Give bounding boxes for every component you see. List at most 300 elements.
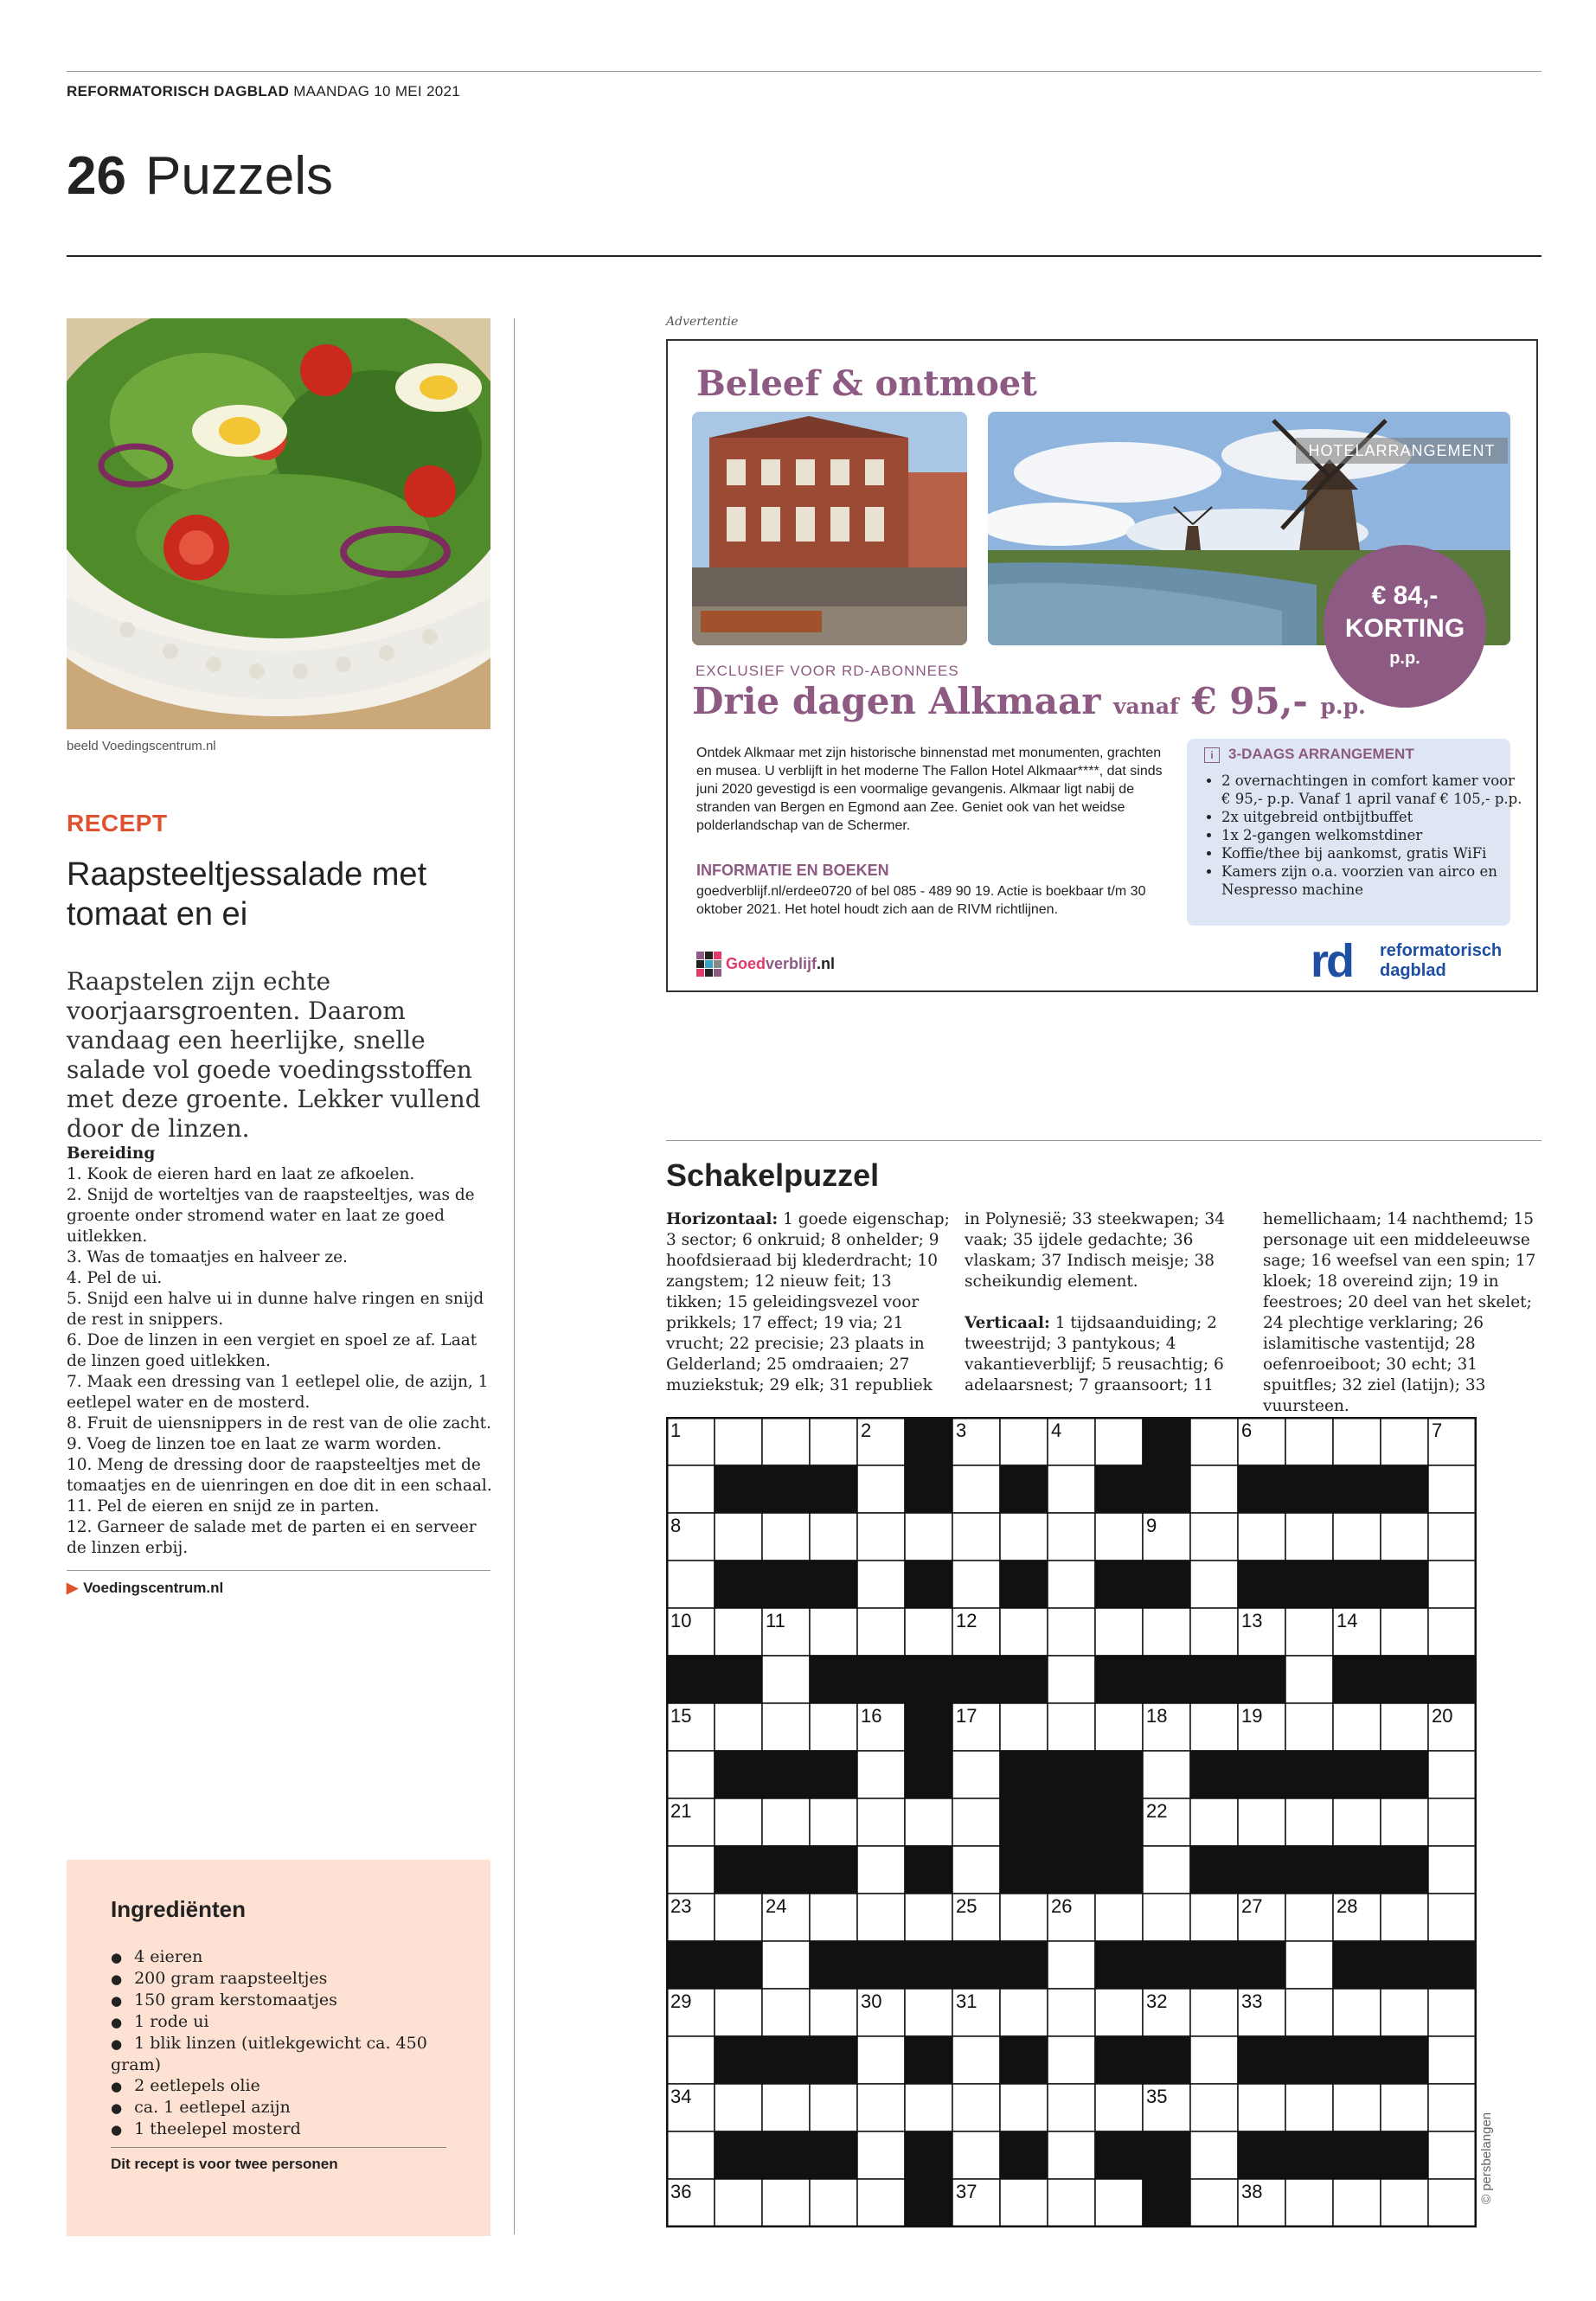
salad-photo (67, 318, 490, 729)
grid-cell[interactable] (715, 2084, 762, 2131)
grid-cell[interactable] (905, 1513, 952, 1561)
grid-cell[interactable] (667, 1561, 715, 1608)
grid-block (905, 1465, 952, 1513)
rd-logo[interactable] (1311, 934, 1503, 988)
grid-block (857, 1656, 905, 1703)
grid-cell[interactable] (1000, 1513, 1048, 1561)
step-item: 2. Snijd de worteltjes van de raapsteeltjes, was de groente onder stromend water en laat ze goed uitlekken. (67, 1186, 475, 1246)
grid-cell[interactable] (1428, 1561, 1476, 1608)
grid-block (1428, 1656, 1476, 1703)
grid-cell[interactable] (1285, 1798, 1333, 1846)
grid-cell[interactable] (857, 2084, 905, 2131)
grid-cell[interactable] (1238, 1798, 1285, 1846)
grid-cell[interactable] (1000, 2179, 1048, 2227)
grid-block (1143, 1656, 1190, 1703)
grid-cell[interactable] (857, 1513, 905, 1561)
grid-cell[interactable] (1285, 1656, 1333, 1703)
grid-cell[interactable] (1190, 2084, 1238, 2131)
grid-cell[interactable] (810, 1989, 857, 2036)
ingredient-item: ● 1 theelepel mosterd (111, 2118, 457, 2140)
grid-cell[interactable] (1428, 1513, 1476, 1561)
grid-cell[interactable] (905, 1608, 952, 1656)
step-item: 5. Snijd een halve ui in dunne halve ringen en snijd de rest in snippers. (67, 1290, 484, 1329)
grid-cell[interactable] (1428, 2084, 1476, 2131)
grid-block (905, 1703, 952, 1751)
goedverblijf-logo-part3: .nl (817, 954, 836, 972)
ingredients-rule (111, 2147, 446, 2148)
grid-cell[interactable] (1428, 1465, 1476, 1513)
grid-block (1238, 1941, 1285, 1989)
grid-cell[interactable] (1381, 1608, 1428, 1656)
grid-cell[interactable] (667, 1846, 715, 1894)
triangle-right-icon: ▶ (67, 1580, 79, 1596)
grid-cell[interactable] (952, 2036, 1000, 2084)
grid-block (1143, 2131, 1190, 2179)
grid-cell[interactable] (1095, 1989, 1143, 2036)
grid-block (762, 1561, 810, 1608)
grid-block (715, 1846, 762, 1894)
source-link[interactable] (67, 1580, 223, 1597)
grid-cell[interactable] (952, 1846, 1000, 1894)
recipe-tag: RECEPT (67, 810, 168, 836)
grid-block (1095, 2036, 1143, 2084)
grid-block (1095, 1561, 1143, 1608)
grid-block (1095, 1465, 1143, 1513)
grid-cell[interactable] (1048, 1703, 1095, 1751)
ad-title-main: Drie dagen Alkmaar (692, 680, 1101, 722)
grid-block (715, 1561, 762, 1608)
grid-block (715, 1465, 762, 1513)
ingredient-item: ● 200 gram raapsteeltjes (111, 1968, 457, 1990)
grid-block (1190, 1751, 1238, 1798)
grid-cell[interactable] (952, 1798, 1000, 1846)
ad-info-body[interactable]: goedverblijf.nl/erdee0720 of bel 085 - 489 90 19. Actie is boekbaar t/m 30 oktober 2021. Het hotel houdt zich aan de RIVM richtlijnen. (696, 884, 1146, 917)
grid-block (1381, 1941, 1428, 1989)
clue-number: 32 (1146, 1990, 1168, 2012)
preparation-steps (67, 1164, 495, 1559)
grid-cell[interactable] (1048, 1656, 1095, 1703)
clue-number: 31 (956, 1990, 977, 2012)
grid-cell[interactable] (667, 2036, 715, 2084)
grid-block (1381, 2036, 1428, 2084)
grid-cell[interactable] (952, 2084, 1000, 2131)
header-rule (67, 255, 1542, 257)
grid-cell[interactable] (857, 1751, 905, 1798)
grid-cell[interactable] (810, 1798, 857, 1846)
grid-cell[interactable] (715, 1608, 762, 1656)
grid-cell[interactable] (1190, 1513, 1238, 1561)
top-rule (67, 71, 1542, 72)
grid-cell[interactable] (810, 2084, 857, 2131)
issue-date: MAANDAG 10 MEI 2021 (293, 83, 460, 99)
step-item: 10. Meng de dressing door de raapsteeltjes met de tomaatjes en de uienringen en doe dit in een schaal. (67, 1456, 492, 1495)
grid-cell[interactable] (810, 1608, 857, 1656)
grid-cell[interactable] (1048, 2084, 1095, 2131)
grid-block (762, 1846, 810, 1894)
grid-cell[interactable] (1000, 1894, 1048, 1941)
ingredient-item: ● ca. 1 eetlepel azijn (111, 2097, 457, 2118)
grid-cell[interactable] (857, 1465, 905, 1513)
grid-cell[interactable] (810, 1418, 857, 1465)
grid-cell[interactable] (1428, 1846, 1476, 1894)
clue-number: 34 (670, 2086, 692, 2107)
grid-block (667, 1656, 715, 1703)
grid-cell[interactable] (1190, 2131, 1238, 2179)
grid-block (1095, 1656, 1143, 1703)
grid-block (1333, 2131, 1381, 2179)
grid-cell[interactable] (1048, 1465, 1095, 1513)
step-item: 12. Garneer de salade met de parten ei en serveer de linzen erbij. (67, 1518, 477, 1557)
grid-cell[interactable] (1285, 1941, 1333, 1989)
grid-cell[interactable] (1000, 1703, 1048, 1751)
preparation-heading: Bereiding (67, 1144, 156, 1163)
ingredients-note: Dit recept is voor twee personen (111, 2156, 338, 2172)
grid-cell[interactable] (667, 1751, 715, 1798)
paper-name: REFORMATORISCH DAGBLAD (67, 83, 290, 99)
grid-block (1095, 2131, 1143, 2179)
grid-cell[interactable] (905, 1989, 952, 2036)
grid-cell[interactable] (762, 1989, 810, 2036)
crossword-grid[interactable] (666, 1417, 1477, 2231)
grid-cell[interactable] (1190, 1465, 1238, 1513)
grid-block (1095, 1751, 1143, 1798)
grid-cell[interactable] (1333, 1989, 1381, 2036)
grid-cell[interactable] (857, 1561, 905, 1608)
grid-cell[interactable] (1143, 1751, 1190, 1798)
grid-cell[interactable] (1428, 1894, 1476, 1941)
grid-cell[interactable] (1381, 1703, 1428, 1751)
grid-cell[interactable] (1285, 1513, 1333, 1561)
grid-cell[interactable] (1048, 1513, 1095, 1561)
grid-cell[interactable] (952, 1751, 1000, 1798)
masthead (67, 83, 460, 100)
ingredient-item: ● 150 gram kerstomaatjes (111, 1990, 457, 2011)
grid-cell[interactable] (1428, 2036, 1476, 2084)
grid-cell[interactable] (1428, 2131, 1476, 2179)
puzzle-credit: © persbelangen (1479, 2112, 1494, 2204)
grid-cell[interactable] (1095, 1894, 1143, 1941)
clue-number: 14 (1336, 1610, 1358, 1631)
grid-block (1000, 1656, 1048, 1703)
grid-cell[interactable] (1238, 2084, 1285, 2131)
grid-block (1285, 2036, 1333, 2084)
grid-cell[interactable] (857, 2179, 905, 2227)
arrangement-item: • 2 overnachtingen in comfort kamer voor € 95,- p.p. Vanaf 1 april vanaf € 105,- p.p. (1221, 772, 1524, 808)
grid-block (1190, 1941, 1238, 1989)
grid-cell[interactable] (810, 2179, 857, 2227)
grid-block (905, 2036, 952, 2084)
step-item: 7. Maak een dressing van 1 eetlepel olie, de azijn, 1 eetlepel water en de mosterd. (67, 1373, 489, 1412)
grid-cell[interactable] (1190, 2036, 1238, 2084)
clue-number: 19 (1241, 1705, 1263, 1727)
grid-cell[interactable] (1190, 1608, 1238, 1656)
grid-block (905, 1656, 952, 1703)
grid-cell[interactable] (1095, 1418, 1143, 1465)
grid-cell[interactable] (1333, 2084, 1381, 2131)
clue-number: 24 (766, 1895, 787, 1917)
arrangement-item: • 1x 2-gangen welkomstdiner (1221, 826, 1524, 844)
grid-cell[interactable] (1190, 1703, 1238, 1751)
grid-cell[interactable] (1285, 1418, 1333, 1465)
grid-cell[interactable] (1190, 1798, 1238, 1846)
clue-number: 21 (670, 1800, 692, 1822)
grid-cell[interactable] (762, 2179, 810, 2227)
grid-cell[interactable] (762, 1513, 810, 1561)
grid-cell[interactable] (810, 1894, 857, 1941)
grid-cell[interactable] (1048, 1561, 1095, 1608)
clue-number: 38 (1241, 2181, 1263, 2202)
grid-cell[interactable] (1048, 2179, 1095, 2227)
grid-cell[interactable] (857, 1894, 905, 1941)
grid-cell[interactable] (952, 1513, 1000, 1561)
grid-cell[interactable] (715, 1894, 762, 1941)
clue-number: 4 (1051, 1420, 1062, 1441)
grid-cell[interactable] (1381, 1418, 1428, 1465)
clue-number: 1 (670, 1420, 682, 1441)
goedverblijf-logo[interactable] (696, 952, 835, 977)
grid-cell[interactable] (1095, 1608, 1143, 1656)
step-item: 11. Pel de eieren en snijd ze in parten. (67, 1497, 380, 1516)
clue-number: 12 (956, 1610, 977, 1631)
grid-cell[interactable] (1000, 1989, 1048, 2036)
grid-cell[interactable] (1143, 1608, 1190, 1656)
grid-block (1048, 1798, 1095, 1846)
grid-cell[interactable] (952, 1465, 1000, 1513)
grid-cell[interactable] (1000, 2084, 1048, 2131)
grid-cell[interactable] (810, 1703, 857, 1751)
grid-cell[interactable] (1333, 1513, 1381, 1561)
grid-cell[interactable] (762, 1703, 810, 1751)
grid-block (905, 1418, 952, 1465)
grid-cell[interactable] (1428, 1798, 1476, 1846)
grid-block (1000, 1941, 1048, 1989)
clue-number: 16 (861, 1705, 882, 1727)
grid-cell[interactable] (1285, 2084, 1333, 2131)
grid-cell[interactable] (1285, 1894, 1333, 1941)
goedverblijf-mosaic-icon (696, 952, 722, 977)
grid-block (1000, 2131, 1048, 2179)
grid-block (1143, 1941, 1190, 1989)
arrangement-item: • Kamers zijn o.a. voorzien van airco en Nespresso machine (1221, 862, 1524, 899)
grid-block (1333, 1941, 1381, 1989)
grid-cell[interactable] (715, 1989, 762, 2036)
preparation-block (67, 1144, 495, 1559)
grid-cell[interactable] (1381, 1989, 1428, 2036)
ad-title (692, 680, 1366, 722)
grid-cell[interactable] (857, 2036, 905, 2084)
grid-block (1381, 1465, 1428, 1513)
grid-cell[interactable] (1143, 1846, 1190, 1894)
clue-number: 22 (1146, 1800, 1168, 1822)
grid-block (1238, 1656, 1285, 1703)
grid-cell[interactable] (762, 2084, 810, 2131)
source-link-label: Voedingscentrum.nl (83, 1580, 224, 1596)
step-item: 9. Voeg de linzen toe en laat ze warm worden. (67, 1435, 442, 1453)
rd-logo-line1: reformatorisch (1380, 941, 1503, 960)
grid-cell[interactable] (1095, 1703, 1143, 1751)
discount-amount: € 84,- (1371, 581, 1439, 610)
grid-block (905, 1846, 952, 1894)
grid-cell[interactable] (1381, 1894, 1428, 1941)
grid-block (810, 1656, 857, 1703)
grid-block (1000, 1846, 1048, 1894)
clues-column-1: Horizontaal: 1 goede eigenschap; 3 sector; 6 onkruid; 8 onhelder; 9 hoofdsieraad bij klederdracht; 10 zangstem; 12 nieuw feit; 13 tikken; 15 geleidingsvezel voor prikkels; 17 effect; 19 via; 21 vrucht; 22 precisie; 23 plaats in Gelderland; 25 omdraaien; 27 muziekstuk; 29 elk; 31 republiek (666, 1210, 950, 1394)
grid-block (762, 1751, 810, 1798)
source-rule (67, 1570, 490, 1571)
grid-block (762, 2036, 810, 2084)
grid-cell[interactable] (1333, 1418, 1381, 1465)
grid-cell[interactable] (762, 1418, 810, 1465)
grid-cell[interactable] (1190, 1561, 1238, 1608)
ingredients-title: Ingrediënten (111, 1896, 247, 1922)
arrangement-list (1204, 772, 1524, 899)
clue-number: 10 (670, 1610, 692, 1631)
grid-cell[interactable] (762, 1656, 810, 1703)
grid-block (1333, 1751, 1381, 1798)
grid-cell[interactable] (905, 2084, 952, 2131)
grid-block (762, 1465, 810, 1513)
grid-cell[interactable] (1048, 2036, 1095, 2084)
grid-cell[interactable] (1048, 1608, 1095, 1656)
grid-cell[interactable] (1285, 2179, 1333, 2227)
discount-per-person: p.p. (1389, 649, 1420, 668)
grid-cell[interactable] (1285, 1703, 1333, 1751)
grid-block (667, 1941, 715, 1989)
grid-cell[interactable] (952, 1561, 1000, 1608)
clue-number: 6 (1241, 1420, 1253, 1441)
grid-cell[interactable] (1285, 1608, 1333, 1656)
ad-body: Ontdek Alkmaar met zijn historische binnenstad met monumenten, grachten en musea. U verblijft in het moderne The Fallon Hotel Alkmaar****, dat sinds juni 2020 gevestigd is een voormalige gevangenis. Alkmaar ligt nabij de stranden van Bergen en Egmond aan Zee. Geniet ook van het weidse polderlandschap van de Schermer. (696, 746, 1163, 833)
grid-cell[interactable] (1428, 1608, 1476, 1656)
grid-block (1428, 1941, 1476, 1989)
grid-block (1095, 1846, 1143, 1894)
grid-block (1048, 1846, 1095, 1894)
grid-cell[interactable] (715, 2179, 762, 2227)
step-item: 1. Kook de eieren hard en laat ze afkoelen. (67, 1165, 415, 1183)
goedverblijf-logo-part1: Goed (726, 954, 766, 972)
grid-cell[interactable] (667, 2131, 715, 2179)
grid-cell[interactable] (715, 1418, 762, 1465)
grid-block (1238, 1465, 1285, 1513)
grid-cell[interactable] (857, 1846, 905, 1894)
clue-number: 36 (670, 2181, 692, 2202)
ad-label: Advertentie (666, 315, 739, 329)
grid-block (715, 1656, 762, 1703)
grid-cell[interactable] (952, 2131, 1000, 2179)
grid-cell[interactable] (1143, 1894, 1190, 1941)
grid-block (1143, 1465, 1190, 1513)
clue-number: 7 (1432, 1420, 1443, 1441)
grid-block (715, 2036, 762, 2084)
grid-block (905, 1561, 952, 1608)
grid-cell[interactable] (1095, 1513, 1143, 1561)
ad-exclusive: EXCLUSIEF VOOR RD-ABONNEES (695, 663, 959, 679)
grid-cell[interactable] (1381, 1798, 1428, 1846)
grid-cell[interactable] (1333, 2179, 1381, 2227)
discount-word: KORTING (1344, 614, 1465, 643)
grid-block (1285, 1561, 1333, 1608)
ingredients-list (111, 1946, 457, 2140)
arrangement-title-text: 3-DAAGS ARRANGEMENT (1228, 746, 1414, 762)
grid-cell[interactable] (857, 2131, 905, 2179)
grid-block (1000, 1798, 1048, 1846)
grid-cell[interactable] (857, 1608, 905, 1656)
ingredient-item: ● 1 rode ui (111, 2011, 457, 2033)
grid-block (1381, 2131, 1428, 2179)
grid-cell[interactable] (1333, 1798, 1381, 1846)
grid-cell[interactable] (1190, 1418, 1238, 1465)
grid-block (1381, 1846, 1428, 1894)
step-item: 8. Fruit de uiensnippers in de rest van de olie zacht. (67, 1414, 491, 1433)
grid-cell[interactable] (1048, 2131, 1095, 2179)
grid-cell[interactable] (1333, 1703, 1381, 1751)
grid-cell[interactable] (1428, 1989, 1476, 2036)
page-heading (67, 145, 333, 207)
grid-cell[interactable] (1000, 1418, 1048, 1465)
grid-cell[interactable] (1048, 1941, 1095, 1989)
grid-cell[interactable] (905, 1894, 952, 1941)
hotel-badge: HOTELARRANGEMENT (1296, 438, 1508, 464)
grid-cell[interactable] (715, 1703, 762, 1751)
photo-caption: beeld Voedingscentrum.nl (67, 739, 216, 753)
recipe-intro: Raapstelen zijn echte voorjaarsgroenten. Daarom vandaag een heerlijke, snelle salade vol goede voedingsstoffen met deze groente. Lekker vullend door de linzen. (67, 967, 481, 1143)
grid-cell[interactable] (905, 1798, 952, 1846)
grid-block (762, 2131, 810, 2179)
grid-cell[interactable] (857, 1798, 905, 1846)
grid-block (1000, 1465, 1048, 1513)
grid-cell[interactable] (762, 1941, 810, 1989)
clue-number: 18 (1146, 1705, 1168, 1727)
grid-block (1190, 1846, 1238, 1894)
grid-cell[interactable] (1190, 1894, 1238, 1941)
clue-number: 9 (1146, 1515, 1157, 1536)
grid-cell[interactable] (1428, 2179, 1476, 2227)
grid-block (952, 1941, 1000, 1989)
grid-cell[interactable] (1428, 1751, 1476, 1798)
grid-block (1381, 1561, 1428, 1608)
grid-cell[interactable] (1190, 1989, 1238, 2036)
grid-block (1238, 1846, 1285, 1894)
puzzle-title: Schakelpuzzel (666, 1157, 880, 1193)
grid-cell[interactable] (1285, 1989, 1333, 2036)
grid-cell[interactable] (667, 1465, 715, 1513)
clue-number: 25 (956, 1895, 977, 1917)
grid-cell[interactable] (1238, 1513, 1285, 1561)
grid-cell[interactable] (1381, 1513, 1428, 1561)
grid-cell[interactable] (1000, 1608, 1048, 1656)
grid-cell[interactable] (1190, 2179, 1238, 2227)
grid-cell[interactable] (1048, 1989, 1095, 2036)
grid-block (810, 1465, 857, 1513)
clue-number: 23 (670, 1895, 692, 1917)
grid-cell[interactable] (762, 1798, 810, 1846)
grid-block (1000, 1561, 1048, 1608)
clues-column-2: in Polynesië; 33 steekwapen; 34 vaak; 35 ijdele gedachte; 36 vlaskam; 37 Indisch meisje; 38 scheikundig element. Verticaal: 1 tijdsaanduiding; 2 tweestrijd; 3 pantykous; 4 vakantieverblijf; 5 reusachtig; 6 adelaarsnest; 7 graansoort; 11 (965, 1210, 1225, 1394)
grid-block (952, 1656, 1000, 1703)
grid-block (905, 1941, 952, 1989)
grid-block (810, 2131, 857, 2179)
grid-cell[interactable] (1095, 2179, 1143, 2227)
grid-cell[interactable] (715, 1513, 762, 1561)
clue-number: 29 (670, 1990, 692, 2012)
grid-cell[interactable] (715, 1798, 762, 1846)
grid-cell[interactable] (1381, 2179, 1428, 2227)
grid-cell[interactable] (810, 1513, 857, 1561)
rd-logo-text (1380, 941, 1518, 981)
grid-cell[interactable] (1381, 2084, 1428, 2131)
grid-block (1238, 1561, 1285, 1608)
grid-cell[interactable] (1095, 2084, 1143, 2131)
